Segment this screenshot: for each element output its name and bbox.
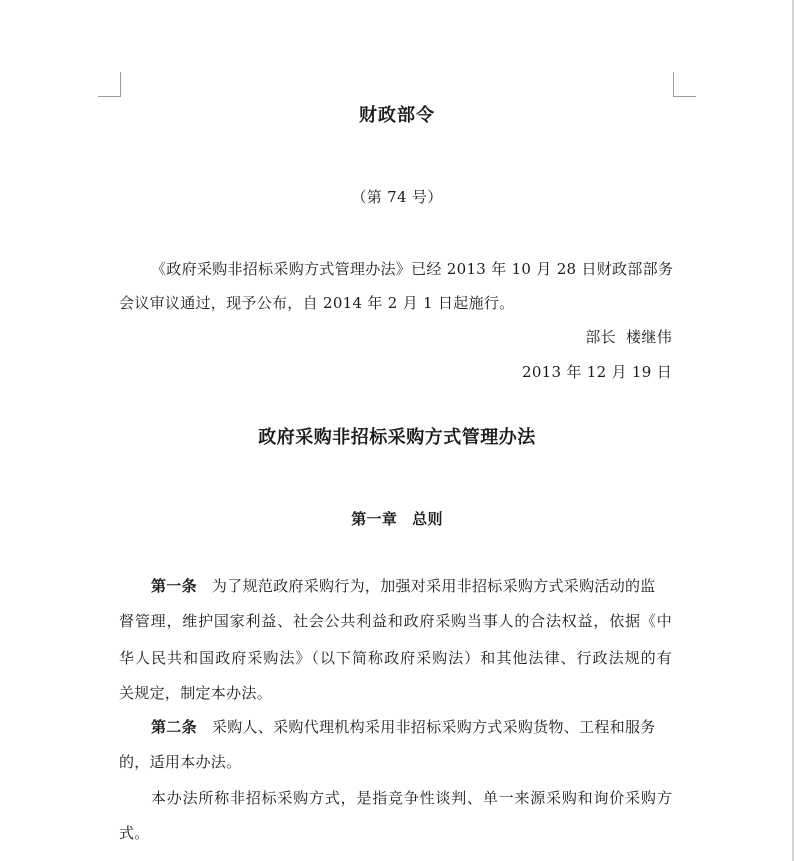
article-2-label: 第二条 [151,718,197,736]
article-2-text-1: 采购人、采购代理机构采用非招标采购方式采购货物、工程和服务 [211,718,656,736]
article-1-label: 第一条 [151,577,197,595]
article-2-line-1 [151,717,672,737]
chapter-number: 第一章 [351,510,398,528]
page-margin-corner-mark-right [673,72,696,97]
chapter-name: 总则 [412,510,443,528]
article-2-para-2-line-2: 式。 [119,824,150,842]
article-2-para-2-line-1: 本办法所称非招标采购方式，是指竞争性谈判、单一来源采购和询价采购方 [151,789,672,807]
decree-number: （第 74 号） [351,188,443,206]
article-2-line-2: 的，适用本办法。 [119,753,242,771]
decree-signer: 部长 楼继伟 [585,328,672,346]
regulation-title: 政府采购非招标采购方式管理办法 [258,427,536,448]
decree-title: 财政部令 [359,105,435,126]
chapter-heading [0,509,794,529]
decree-date: 2013 年 12 月 19 日 [522,363,672,381]
article-1-line-2: 督管理，维护国家利益、社会公共利益和政府采购当事人的合法权益，依据《中 [119,612,672,630]
article-1-line-3: 华人民共和国政府采购法》（以下简称政府采购法）和其他法律、行政法规的有 [119,649,672,667]
decree-intro-line-1: 《政府采购非招标采购方式管理办法》已经 2013 年 10 月 28 日财政部部务 [151,260,674,278]
article-1-text-1: 为了规范政府采购行为，加强对采用非招标采购方式采购活动的监 [211,577,656,595]
article-1-line-4: 关规定，制定本办法。 [119,684,273,702]
page-margin-corner-mark-left [98,72,121,97]
decree-intro-line-2: 会议审议通过，现予公布，自 2014 年 2 月 1 日起施行。 [119,294,515,312]
article-1-line-1 [151,576,672,596]
